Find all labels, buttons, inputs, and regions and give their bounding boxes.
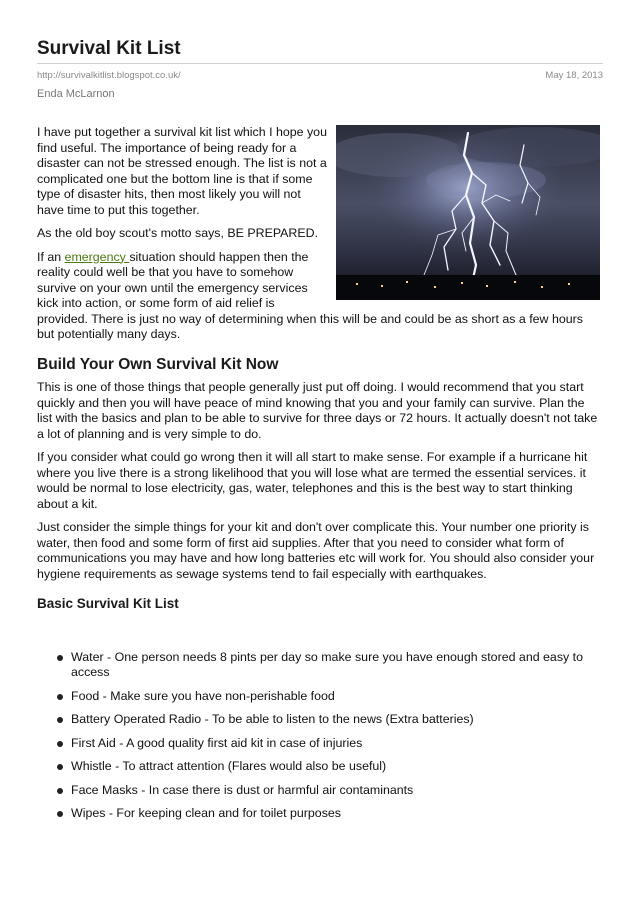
- lightning-storm-image: [336, 125, 600, 300]
- build-paragraph-3: Just consider the simple things for your kit and don't over complicate this. Your number one priority is water, then food and some form of first aid supplies. After that you need to consider what form of communications you may have and how long batteries etc will work for. You should also consider your hygiene requirements as sewage systems tend to fail especially with earthquakes.: [37, 520, 595, 581]
- list-item-food: [69, 689, 591, 705]
- list-item-text: Water - One person needs 8 pints per day so make sure you have enough stored and easy to access: [71, 649, 583, 679]
- list-item-wipes: [69, 806, 591, 822]
- intro-paragraph-1: I have put together a survival kit list which I hope you find useful. The importance of being ready for a disaster can not be stressed enough. The list is not a complicated one but the bottom line is that if some type of disaster hits, then most likely you will not have time to put this together.: [37, 125, 327, 217]
- emergency-link[interactable]: emergency: [64, 249, 130, 264]
- article-body: [37, 125, 603, 830]
- list-item-whistle: [69, 759, 591, 775]
- bullet-icon: [57, 811, 63, 817]
- bullet-icon: [57, 655, 63, 661]
- list-item-text: Food - Make sure you have non-perishable food: [71, 688, 335, 703]
- bullet-icon: [57, 717, 63, 723]
- list-item-text: Whistle - To attract attention (Flares would also be useful): [71, 759, 387, 773]
- intro-p3-after: situation should happen then the reality could well be that you have to somehow survive on your own until the emergency services kick into action, or some form of aid relief is provided. There is just no way of determining when this will be and could be as short as a few hours but potentially many days.: [37, 249, 583, 341]
- source-url[interactable]: http://survivalkitlist.blogspot.co.uk/: [37, 70, 181, 81]
- bullet-icon: [57, 694, 63, 700]
- list-item-text: Battery Operated Radio - To be able to listen to the news (Extra batteries): [71, 712, 474, 726]
- section-heading-basic-list: Basic Survival Kit List: [37, 596, 179, 611]
- title-divider: [37, 63, 603, 64]
- intro-paragraph-2: As the old boy scout's motto says, BE PREPARED.: [37, 226, 319, 240]
- intro-p3-before: If an: [37, 249, 65, 264]
- list-item-text: Wipes - For keeping clean and for toilet purposes: [71, 806, 341, 820]
- list-item-text: Face Masks - In case there is dust or harmful air contaminants: [71, 782, 414, 797]
- list-item-face-masks: [69, 783, 591, 799]
- bullet-icon: [57, 741, 63, 747]
- bullet-icon: [57, 764, 63, 770]
- list-item-water: [69, 650, 591, 681]
- list-item-first-aid: [69, 736, 591, 752]
- publish-date: May 18, 2013: [545, 70, 603, 81]
- build-paragraph-2: If you consider what could go wrong then it will all start to make sense. For example if a hurricane hit where you live there is a strong likelihood that you will lose what are termed the essential services. it would be normal to lose electricity, gas, water, telephones and this is the best way to start thinking about a kit.: [37, 450, 588, 511]
- author-name: Enda McLarnon: [37, 88, 115, 100]
- section-heading-build-kit: Build Your Own Survival Kit Now: [37, 355, 279, 373]
- list-item-radio: [69, 712, 591, 728]
- page-title: Survival Kit List: [37, 38, 181, 59]
- survival-kit-list: [37, 650, 603, 822]
- meta-line: [37, 70, 603, 81]
- bullet-icon: [57, 788, 63, 794]
- build-paragraph-1: This is one of those things that people generally just put off doing. I would recommend that you start quickly and then you will have peace of mind knowing that you and your family can survive. Plan the list with the basics and plan to be able to survive for three days or 72 hours. It actually doesn't not take a lot of planning and is very simple to do.: [37, 380, 598, 441]
- list-item-text: First Aid - A good quality first aid kit in case of injuries: [71, 735, 363, 750]
